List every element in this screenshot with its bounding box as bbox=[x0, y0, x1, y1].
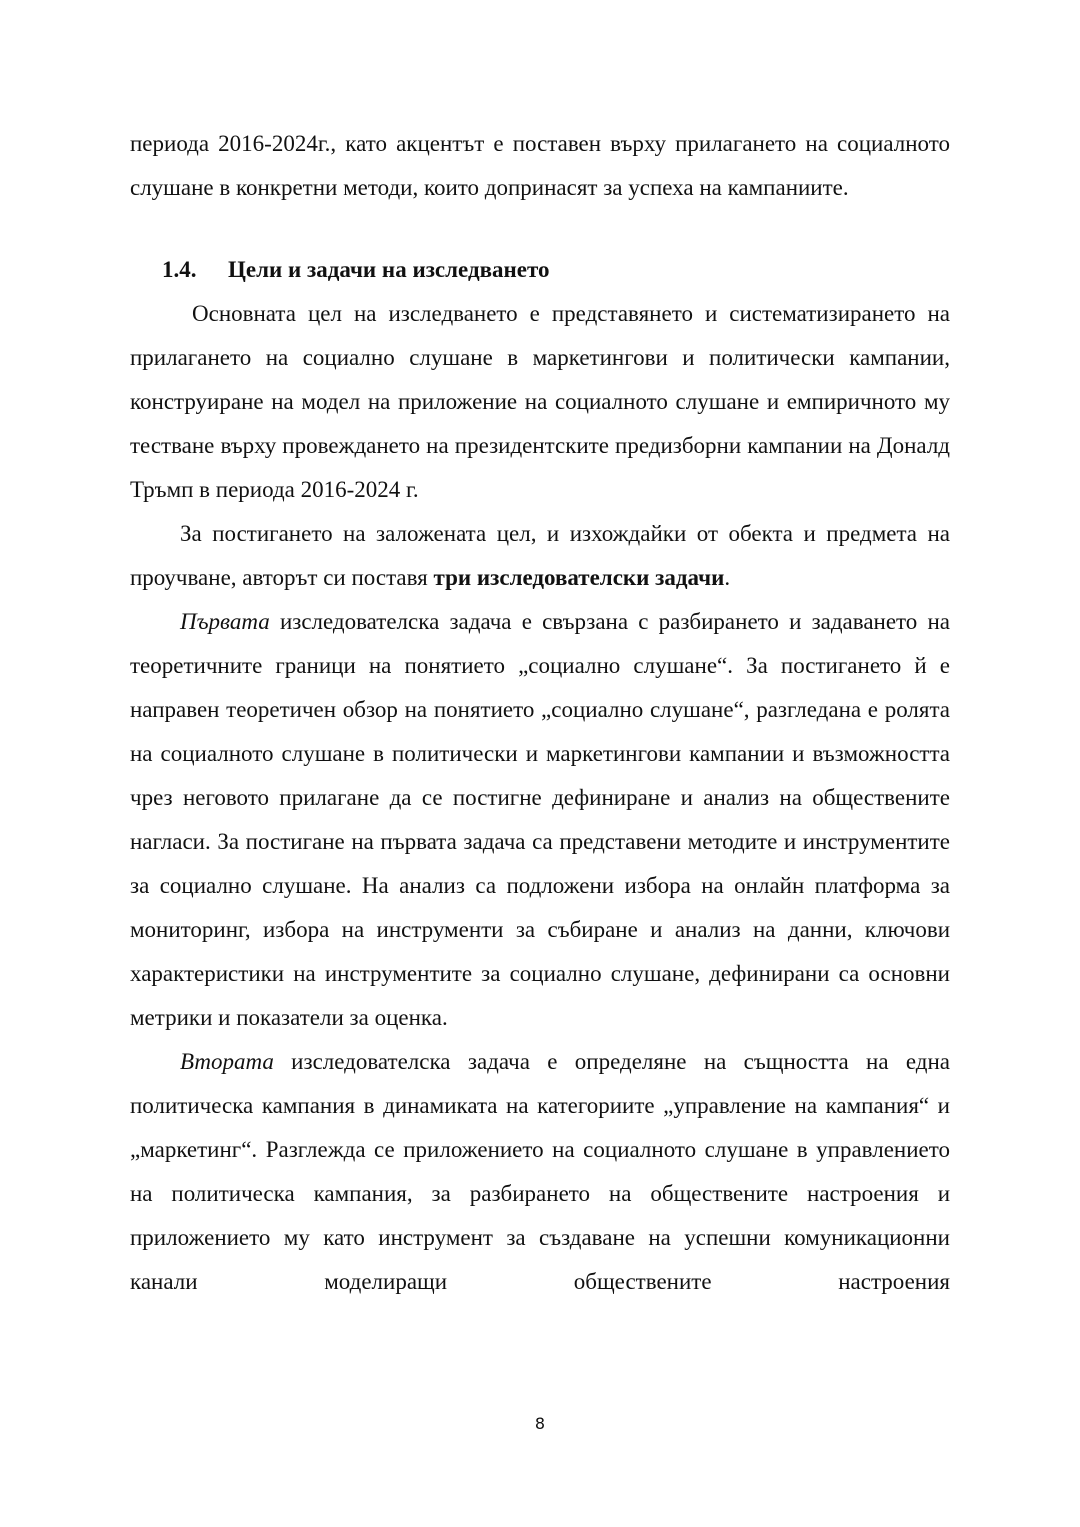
section-title: Цели и задачи на изследването bbox=[228, 257, 550, 282]
first-task-paragraph bbox=[130, 600, 950, 1040]
second-task-text: изследователска задача е определяне на същността на една политическа кампания в динамиката на категориите „управление на кампания“ и „маркетинг“. Разглежда се приложението на социалното слушане в управлението на политическа кампания, за разбирането на обществените настроения и приложението му като инструмент за създаване на успешни комуникационни канали моделиращи обществените настроения bbox=[130, 1049, 950, 1294]
first-task-text: изследователска задача е свързана с разбирането и задаването на теоретичните граници на понятието „социално слушане“. За постигането й е направен теоретичен обзор на понятието „социално слушане“, разгледана е ролята на социалното слушане в политически и маркетингови кампании и възможността чрез неговото прилагане да се постигне дефиниране и анализ на обществените нагласи. За постигане на първата задача са представени методите и инструментите за социално слушане. На анализ са подложени избора на онлайн платформа за мониторинг, избора на инструменти за събиране и анализ на данни, ключови характеристики на инструментите за социално слушане, дефинирани са основни метрики и показатели за оценка. bbox=[130, 609, 950, 1030]
section-heading bbox=[130, 248, 950, 292]
tasks-text-after: . bbox=[724, 565, 731, 590]
second-task-italic: Втората bbox=[180, 1049, 274, 1074]
page-number: 8 bbox=[534, 1414, 546, 1433]
second-task-paragraph bbox=[130, 1040, 950, 1304]
goal-paragraph: Основната цел на изследването е представянето и систематизирането на прилагането на социално слушане в маркетингови и политически кампании, конструиране на модел на приложение на социалното слушане и емпиричното му тестване върху провеждането на президентските предизборни кампании на Доналд Тръмп в периода 2016-2024 г. bbox=[130, 301, 950, 502]
section-number: 1.4. bbox=[162, 257, 197, 282]
tasks-paragraph bbox=[130, 512, 950, 600]
spacer bbox=[130, 210, 950, 248]
tasks-text-before: За постигането на заложената цел, и изхождайки от обекта и предмета на проучване, авторът си поставя bbox=[130, 521, 950, 590]
intro-paragraph: периода 2016-2024г., като акцентът е поставен върху прилагането на социалното слушане в конкретни методи, които допринасят за успеха на кампаниите. bbox=[130, 131, 950, 200]
tasks-bold-text: три изследователски задачи bbox=[433, 565, 725, 590]
page-content bbox=[130, 122, 950, 1304]
first-task-italic: Първата bbox=[180, 609, 270, 634]
